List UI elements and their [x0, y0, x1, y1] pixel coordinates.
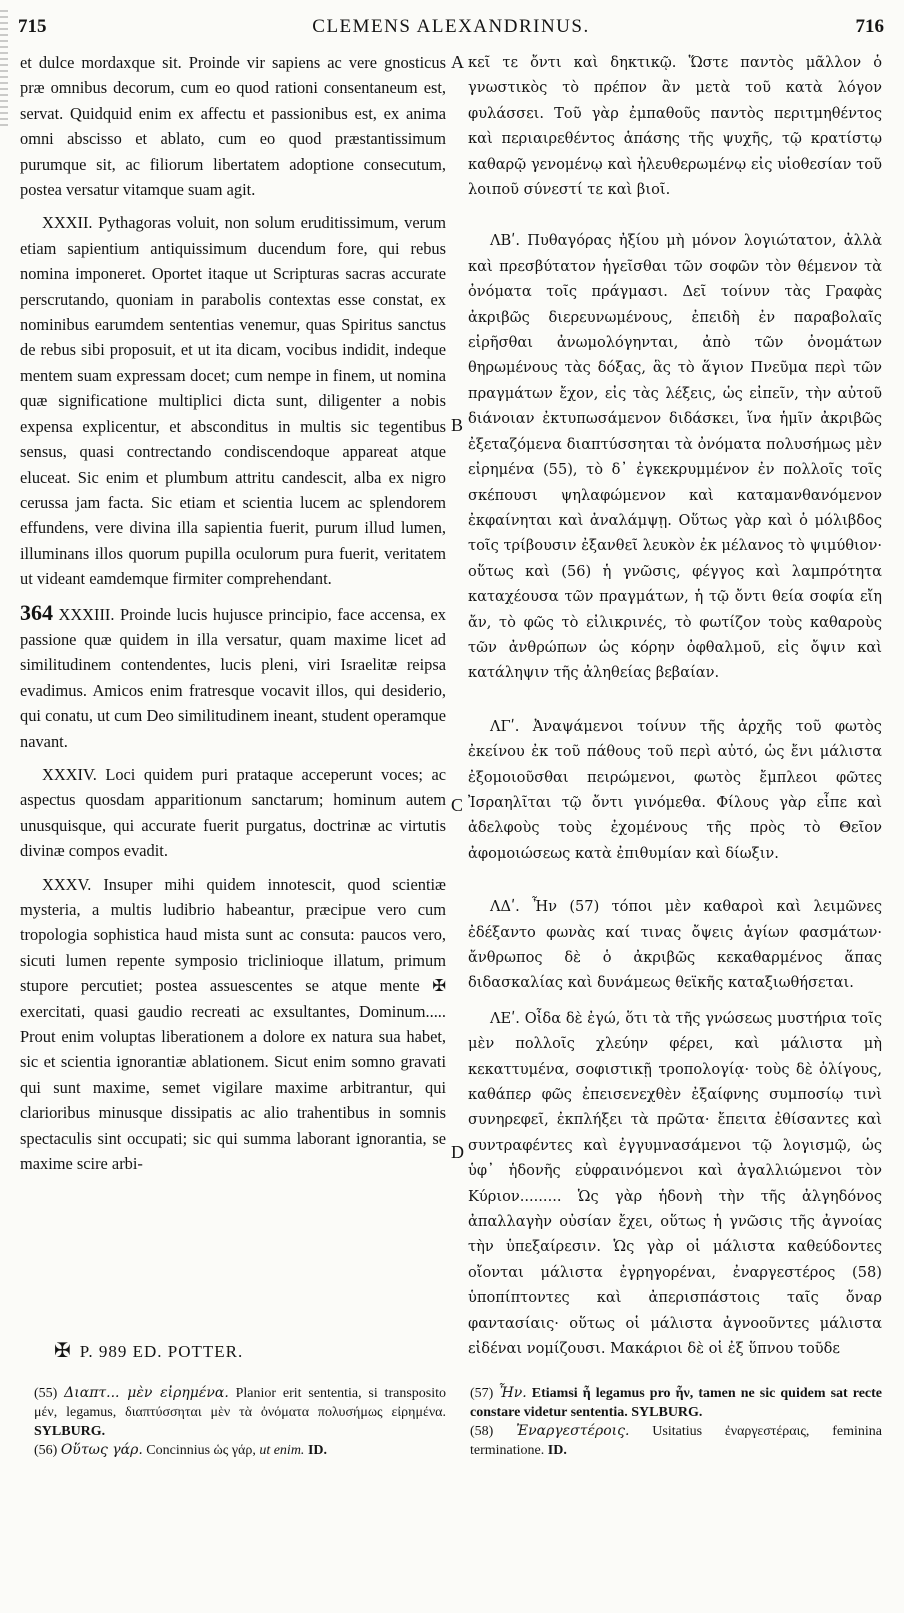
footnote-signature: SYLBURG.: [631, 1405, 703, 1420]
latin-paragraph-33: [20, 600, 446, 754]
footnote-text: Concinnius ὡς γάρ,: [142, 1443, 260, 1458]
potter-reference: [54, 1338, 243, 1363]
footnote-number: (57): [470, 1386, 494, 1401]
footnote-text: Planior erit sententia, si transposito μέν, legamus, διαπτύσσηται μὲν τὰ ὀνόματα πολυσήμως εἰρημένα.: [34, 1386, 446, 1420]
greek-paragraph-33: ΛΓʹ. Ἀναψάμενοι τοίνυν τῆς ἀρχῆς τοῦ φωτὸς ἐκείνου ἐκ τοῦ πάθους τοῦ περὶ αὐτό, ὡς ἔνι μάλιστα ἐξομοιοῦσθαι πειρώμενοι, φωτὸς ἔμπλεοι φῶτες Ἰσραηλῖται τῷ ὄντι γινόμεθα. Φίλους γὰρ εἶπε καὶ ἀδελφοὺς τοὺς ἐχομένους τῆς πρὸς τὸ Θεῖον ἀφομοιώσεως κατὰ ἐπιθυμίαν καὶ δίωξιν.: [468, 717, 882, 862]
footnote-number: (55): [34, 1386, 58, 1401]
page-number-right: 716: [855, 16, 884, 37]
footnotes-left: [34, 1384, 446, 1460]
footnote-lemma: Ἦν.: [498, 1385, 527, 1401]
margin-letter-a: A: [451, 52, 464, 72]
footnote-57: [470, 1384, 882, 1422]
page-edge-mark: [0, 10, 8, 130]
footnote-signature: ID.: [307, 1443, 327, 1458]
page-header: [18, 12, 884, 38]
margin-letter-d: D: [451, 1142, 464, 1162]
greek-paragraph-continued: κεῖ τε ὄντι καὶ δηκτικῷ. Ὥστε παντὸς μᾶλλον ὁ γνωστικὸς τὸ πρέπον ἂν μετὰ τοῦ κατὰ λόγον φυλάσσει. Τοῦ γὰρ ἐμπαθοῦς παντὸς περιτμηθέντος καὶ περιαιρεθέντος ἁπάσης τῆς ψυχῆς, τῷ κρατίστῳ καθαρῷ γενομένῳ καὶ ἠλευθερωμένῳ εἰς υἱοθεσίαν τοῦ λοιποῦ σύνεστί τε καὶ βιοῖ.: [468, 54, 882, 199]
margin-letter-b: B: [451, 415, 464, 435]
footnote-number: (56): [34, 1443, 58, 1458]
footnote-55: [34, 1384, 446, 1441]
footnote-lemma: Διαπτ... μὲν εἰρημένα.: [64, 1385, 229, 1401]
footnote-lemma: Ἐναργεστέροις.: [516, 1423, 630, 1439]
footnote-text: Etiamsi ἦ legamus pro ἦν, tamen ne sic quidem sat recte constare videtur sententia.: [470, 1386, 883, 1420]
greek-column: [468, 50, 882, 1362]
footnote-signature: ID.: [547, 1443, 567, 1458]
margin-letter-c: C: [451, 795, 464, 815]
footnote-text: Usitatius ἐναργεστέραις, feminina terminatione.: [470, 1424, 882, 1458]
footnote-58: [470, 1422, 882, 1460]
latin-paragraph-33-text: XXXIII. Proinde lucis hujusce principio, face accensa, ex passione quæ quidem in illa versatur, quam maxime licet ad similitudinem contendentes, lucis pleni, viri Israelitæ reipsa evadimus. Amicos enim fratresque vocavit illos, qui desiderio, qui conatu, ut cum Deo similitudinem ineant, student operamque navant.: [20, 604, 446, 751]
footnote-number: (58): [470, 1424, 494, 1439]
latin-paragraph-32: XXXII. Pythagoras voluit, non solum eruditissimum, verum etiam sapientium antiquissimum ducendum fore, qui rebus nomina imponeret. Oportet itaque ut Scripturas sacras accurate perscrutando, quoniam in parabolis contextas esse constat, ex nominibus earumdem sententias venemur, quas Spiritus sanctus de rebus sibi proposuit, et ut ita dicam, vocibus indidit, indeque mentem suam expressam docet; cum nempe in finem, ut nomina quæ significatione multiplici dicta sunt, diligenter a nobis expensa explicentur, et absconditus in multis sic tegentibus sensus, quasi contrectando condiscendoque appareat atque eluceat. Sic enim et plumbum attritu candescit, alba ex nigro cerussa jam facta. Sic etiam et scientia lucem ac splendorem effundens, vere divina illa sapientia fuerit, purum illud lumen, illuminans illos quorum pupilla oculorum pura fuerit, veritatem ut videant eamdemque firmiter comprehendant.: [20, 213, 446, 589]
greek-paragraph-32: ΛΒʹ. Πυθαγόρας ἠξίου μὴ μόνον λογιώτατον, ἀλλὰ καὶ πρεσβύτατον ἡγεῖσθαι τῶν σοφῶν τὸν θέμενον τὰ ὀνόματα τοῖς πράγμασι. Δεῖ τοίνυν τὰς Γραφὰς ἀκριβῶς διερευνωμένους, ἐπειδὴ ἐν παραβολαῖς εἰρῆσθαι ἀνωμολόγηνται, ἀπὸ τῶν ὀνομάτων θηρωμένους τὰς δόξας, ἃς τὸ ἅγιον Πνεῦμα περὶ τῶν πραγμάτων ἔχον, εἰς τὰς λέξεις, ὡς εἰπεῖν, τὴν αὐτοῦ διάνοιαν ἐκτυπωσάμενον διδάσκει, ἵνα ἡμῖν ἀκριβῶς ἐξεταζόμενα διαπτύσσηται τὰ ὀνόματα πολυσήμως μὲν εἰρημένα (55), τὸ δ᾽ ἐγκεκρυμμένον ἐν πολλοῖς τοῖς σκέπουσι ψηλαφώμενον καὶ καταμανθανόμενον ἐκφαίνηται καὶ ἀναλάμψῃ. Οὕτως γὰρ καὶ ὁ μόλιβδος τοῖς τρίβουσιν ἐξανθεῖ λευκὸν ἐκ μέλανος τὸ ψιμύθιον· οὕτως καὶ (56) ἡ γνῶσις, φέγγος καὶ λαμπρότητα καταχέουσα τῶν πραγμάτων, ἡ τῷ ὄντι θεία σοφία εἴη ἄν, τὸ φῶς τὸ εἰλικρινές, τὸ φωτίζον τοὺς καθαροὺς τῶν ἀνθρώπων ὡς κόρην ὀφθαλμοῦ, εἰς ὄψιν καὶ κατάληψιν τῆς ἀληθείας βεβαίαν.: [468, 232, 882, 682]
potter-reference-text: P. 989 ED. POTTER.: [79, 1342, 244, 1361]
latin-paragraph-35: XXXV. Insuper mihi quidem innotescit, quod scientiæ mysteria, a multis ludibrio habeantur, præcipue vero cum tropologia sophistica haud mista sunt ac consuta: paucos vero, sicuti lumen repente symposio tricliniοque illatum, primum stupore percutiet; postea assuescentes se atque mente ✠ exercitati, quasi gaudio recreati ac exsultantes, Dominum..... Prout enim voluptas liberationem a dolore ex natura sua habet, sic et scientia ignorantiæ ablationem. Sicut enim somno gravati qui sunt maxime, semet vigilare maxime arbitrantur, qui clarioribus minusque dissipatis ac alio trahentibus in somnis spectaculis sint occupati; sic qui summa laborant ignorantia, se maxime scire arbi-: [20, 874, 446, 1174]
latin-paragraph-34: XXXIV. Loci quidem puri prataque acceperunt voces; ac aspectus quosdam apparitionum sanctarum; hominum autem unusquisque, qui accurate fuerit purgatus, doctrinæ ac virtutis divinæ compos evadit.: [20, 764, 446, 861]
latin-column: [20, 50, 446, 1184]
column-number-364: 364: [20, 599, 53, 625]
footnote-56: [34, 1441, 446, 1460]
maltese-cross-icon: ✠: [54, 1340, 72, 1362]
latin-paragraph-continued: et dulce mordaxque sit. Proinde vir sapiens ac vere gnosticus præ omnibus decorum, cum eo quod rationi consentaneum est, servat. Quidquid enim ex affectu et passionibus est, ex anima omni abscisso et ablato, cum eo quod præstantissimum purumque sit, ac filiorum libertatem adoptione consecutum, postea versatur vitamque suam agit.: [20, 53, 446, 200]
footnote-lemma: Οὕτως γάρ.: [60, 1442, 143, 1458]
greek-paragraph-35: ΛΕʹ. Οἶδα δὲ ἐγώ, ὅτι τὰ τῆς γνώσεως μυστήρια τοῖς μὲν πολλοῖς χλεύην φέρει, καὶ μάλιστα μὴ κεκαττυμένα, σοφιστικῇ τροπολογίᾳ· τοὺς δὲ ὀλίγους, καθάπερ φῶς ἐπεισενεχθὲν ἐξαίφνης συμποσίῳ τινὶ συνηρεφεῖ, ἐκπλήξει τὰ πρῶτα· ἔπειτα ἐθίσαντες καὶ συντραφέντες καὶ ἐγγυμνασάμενοι τῷ λογισμῷ, ὡς ὑφ᾽ ἡδονῆς εὐφραινόμενοι καὶ ἀγαλλιώμενοι τὸν Κύριον......... Ὡς γὰρ ἡδονὴ τὴν τῆς ἀλγηδόνος ἀπαλλαγὴν οὐσίαν ἔχει, οὕτως ἡ γνῶσις τῆς ἀγνοίας τὴν ὑπεξαίρεσιν. Ὡς γὰρ οἱ μάλιστα καθεύδοντες οἴονται μάλιστα ἐγρηγορέναι, ἐναργεστέρος (58) ὑποπίπτοντες καὶ ἀπερισπάστοις ταῖς ὄναρ φαντασίαις· οὕτως οἱ μάλιστα ἀγνοοῦντες μάλιστα εἰδέναι νομίζουσι. Μακάριοι δὲ οἱ ἐξ ὕπνου τοῦδε: [468, 1009, 882, 1358]
greek-paragraph-34: ΛΔʹ. Ἦν (57) τόποι μὲν καθαροὶ καὶ λειμῶνες ἐδέξαντο φωνὰς καί τινας ὄψεις ἁγίων φασμάτων· ἄνθρωπος δὲ ὁ ἀκριβῶς κεκαθαρμένος ἅπας διδασκαλίας καὶ δυνάμεως θεϊκῆς καταξιωθήσεται.: [468, 898, 882, 992]
footnote-italic: ut enim.: [259, 1443, 305, 1458]
footnotes-right: [470, 1384, 882, 1460]
running-title: CLEMENS ALEXANDRINUS.: [312, 16, 590, 37]
page-number-left: 715: [18, 16, 47, 37]
footnote-signature: SYLBURG.: [34, 1424, 106, 1439]
